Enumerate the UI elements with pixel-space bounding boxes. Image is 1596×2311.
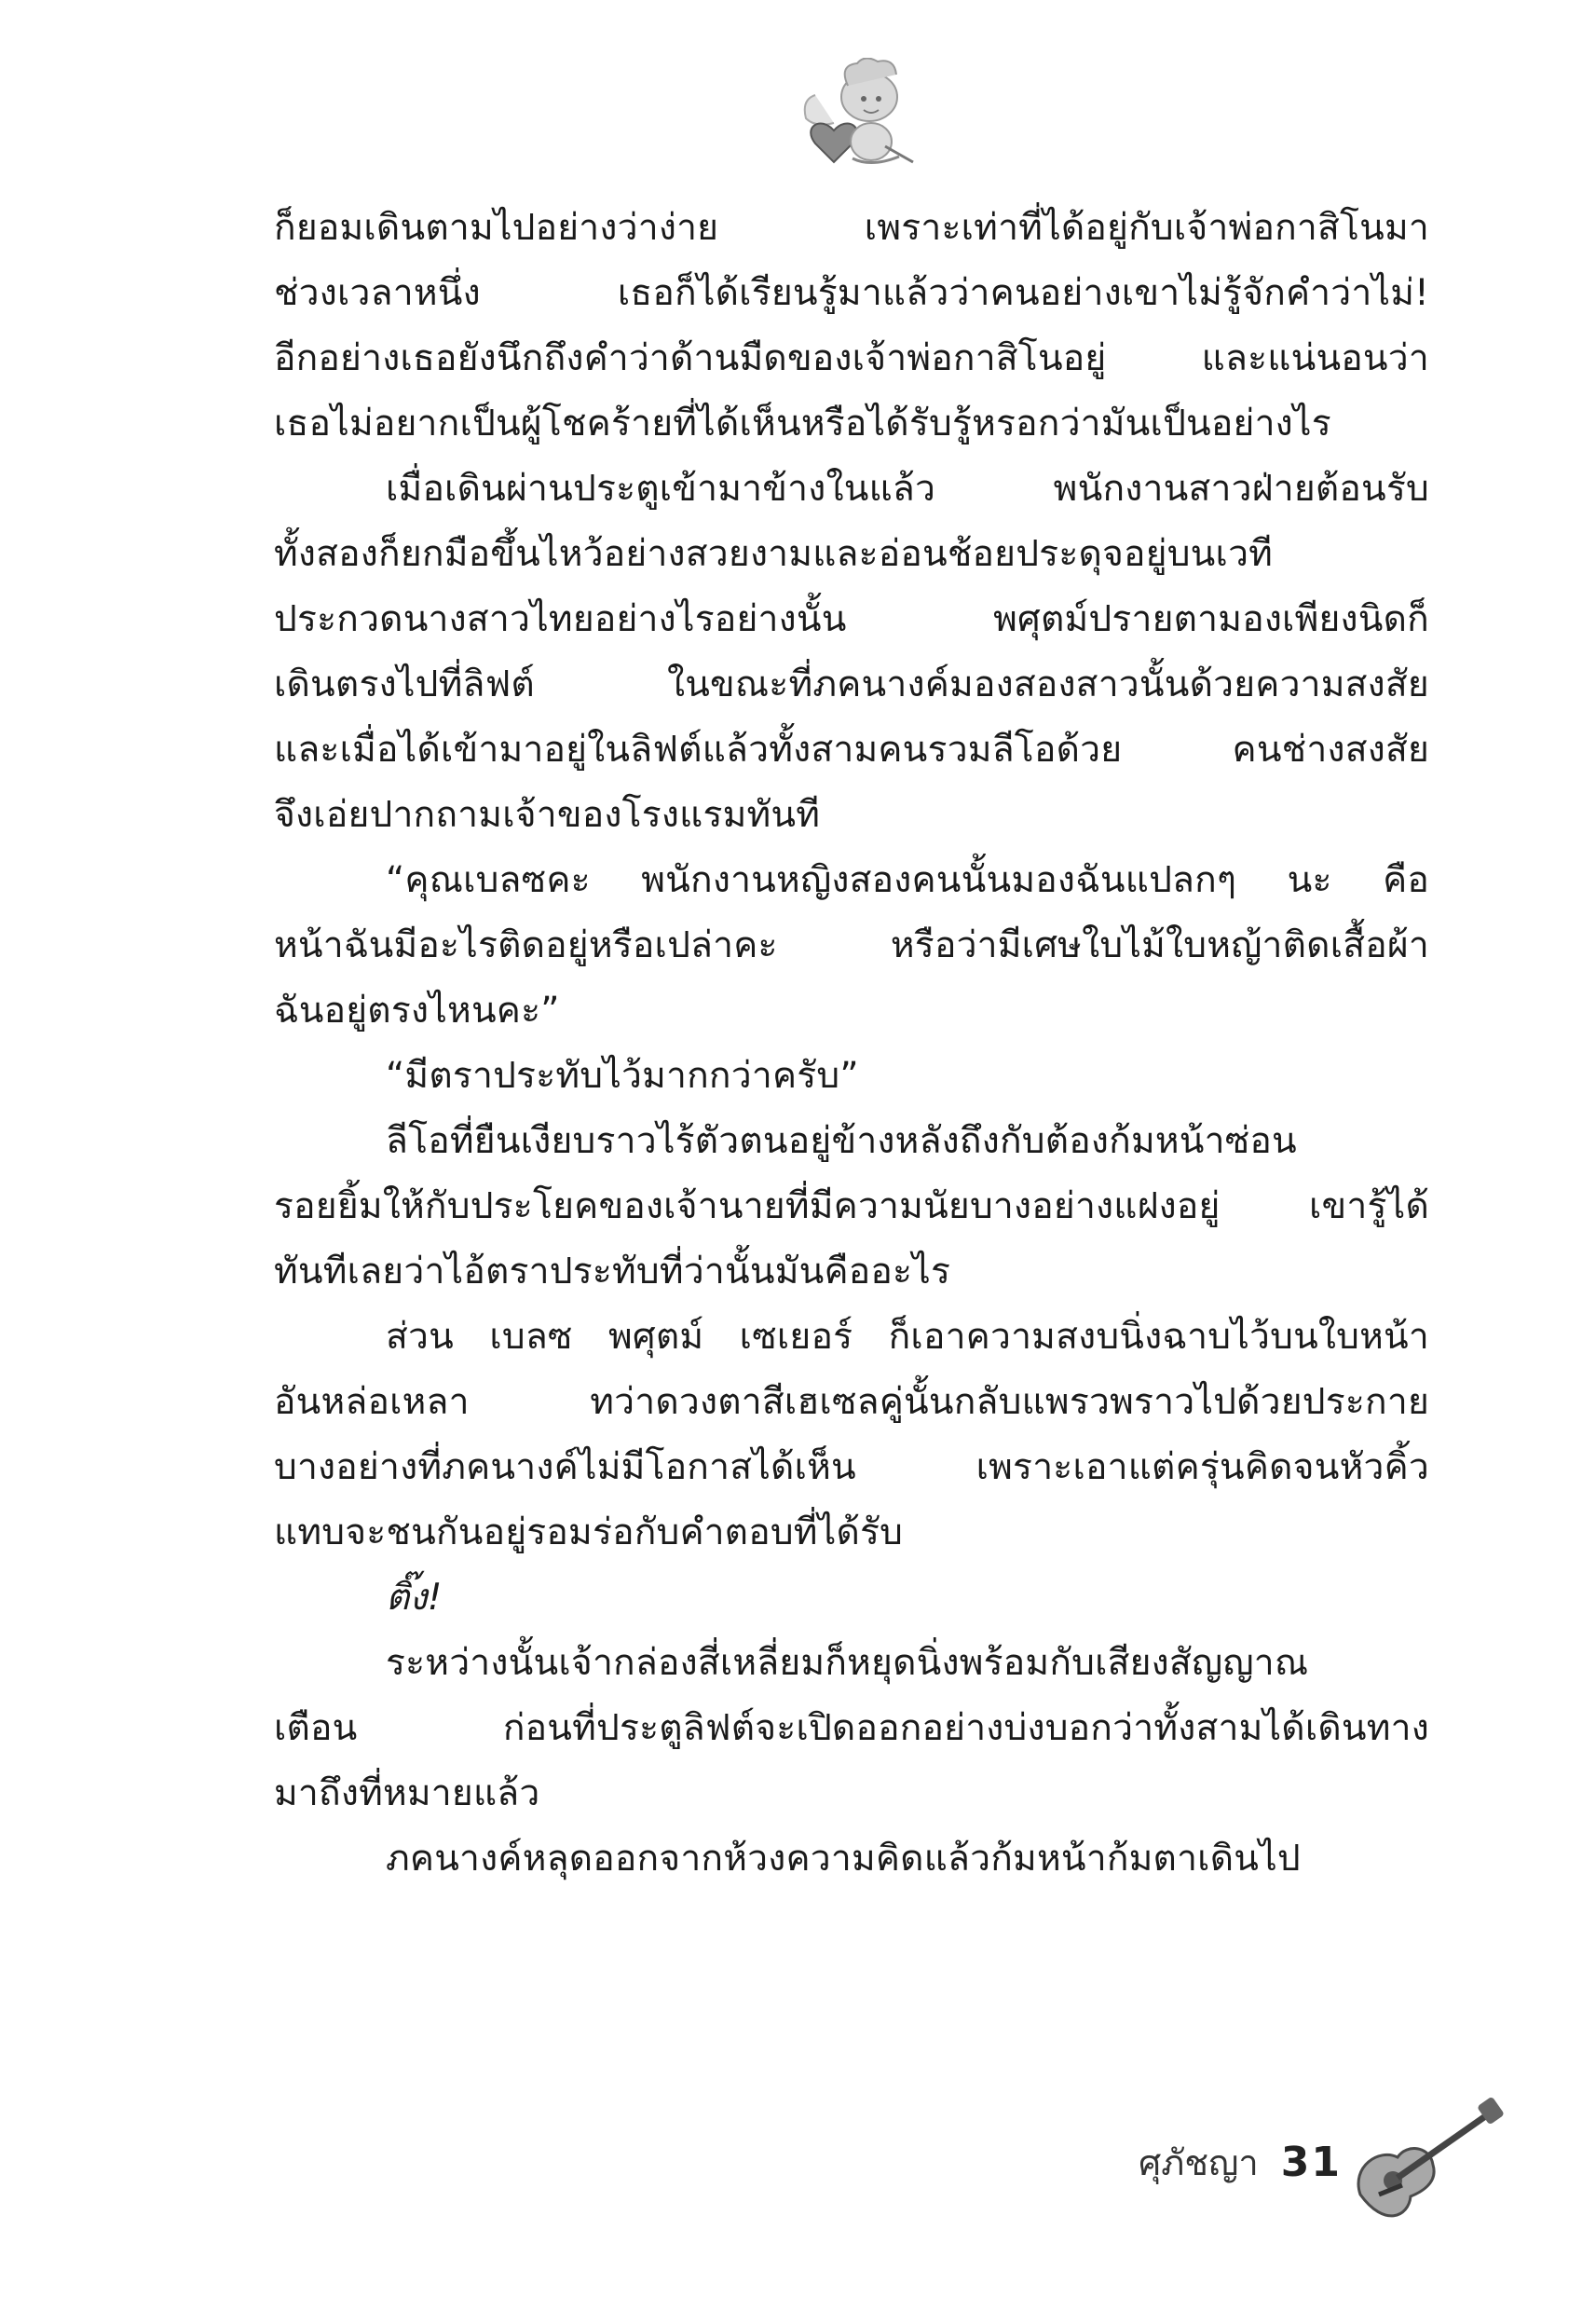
- text-line: อันหล่อเหลา ทว่าดวงตาสีเฮเซลคู่นั้นกลับแพรวพราวไปด้วยประกาย: [274, 1381, 1429, 1423]
- text-line: เธอไม่อยากเป็นผู้โชคร้ายที่ได้เห็นหรือได้รับรู้หรอกว่ามันเป็นอย่างไร: [274, 403, 1331, 444]
- text-line: เมื่อเดินผ่านประตูเข้ามาข้างในแล้ว พนักงานสาวฝ่ายต้อนรับ: [386, 468, 1429, 510]
- text-line: ทั้งสองก็ยกมือขึ้นไหว้อย่างสวยงามและอ่อนช้อยประดุจอยู่บนเวที: [274, 533, 1274, 575]
- text-line: และเมื่อได้เข้ามาอยู่ในลิฟต์แล้วทั้งสามคนรวมลีโอด้วย คนช่างสงสัย: [274, 729, 1429, 771]
- text-line: ฉันอยู่ตรงไหนคะ”: [274, 990, 560, 1032]
- text-line: เดินตรงไปที่ลิฟต์ ในขณะที่ภคนางค์มองสองสาวนั้นด้วยความสงสัย: [274, 663, 1429, 705]
- text-line: รอยยิ้มให้กับประโยคของเจ้านายที่มีความนัยบางอย่างแฝงอยู่ เขารู้ได้: [274, 1185, 1429, 1227]
- text-line: ภคนางค์หลุดออกจากห้วงความคิดแล้วก้มหน้าก้มตาเดินไป: [386, 1838, 1301, 1880]
- text-line: ช่วงเวลาหนึ่ง เธอก็ได้เรียนรู้มาแล้วว่าคนอย่างเขาไม่รู้จักคำว่าไม่!: [274, 272, 1429, 314]
- text-line: ลีโอที่ยืนเงียบราวไร้ตัวตนอยู่ข้างหลังถึงกับต้องก้มหน้าซ่อน: [386, 1120, 1297, 1162]
- text-line: เตือน ก่อนที่ประตูลิฟต์จะเปิดออกอย่างบ่งบอกว่าทั้งสามได้เดินทาง: [274, 1707, 1429, 1749]
- cupid-icon: [797, 58, 918, 170]
- text-line: ทันทีเลยว่าไอ้ตราประทับที่ว่านั้นมันคืออะไร: [274, 1251, 951, 1292]
- text-line: “มีตราประทับไว้มากกว่าครับ”: [386, 1055, 859, 1097]
- guitar-icon: [1342, 2092, 1509, 2232]
- text-line: แทบจะชนกันอยู่รอมร่อกับคำตอบที่ได้รับ: [274, 1511, 904, 1553]
- text-line: ระหว่างนั้นเจ้ากล่องสี่เหลี่ยมก็หยุดนิ่งพร้อมกับเสียงสัญญาณ: [386, 1642, 1309, 1684]
- text-line: หน้าฉันมีอะไรติดอยู่หรือเปล่าคะ หรือว่ามีเศษใบไม้ใบหญ้าติดเสื้อผ้า: [274, 924, 1429, 966]
- text-line: ประกวดนางสาวไทยอย่างไรอย่างนั้น พศุตม์ปรายตามองเพียงนิดก็: [274, 598, 1429, 640]
- text-line: จึงเอ่ยปากถามเจ้าของโรงแรมทันที: [274, 794, 821, 836]
- text-line: ส่วน เบลซ พศุตม์ เซเยอร์ ก็เอาความสงบนิ่งฉาบไว้บนใบหน้า: [386, 1316, 1429, 1358]
- page-number: 31: [1280, 2138, 1342, 2186]
- page-footer: [1099, 2120, 1342, 2204]
- text-line: “คุณเบลซคะ พนักงานหญิงสองคนนั้นมองฉันแปลกๆ นะ คือ: [386, 859, 1429, 901]
- text-line: อีกอย่างเธอยังนึกถึงคำว่าด้านมืดของเจ้าพ่อกาสิโนอยู่ และแน่นอนว่า: [274, 337, 1429, 379]
- text-line: ก็ยอมเดินตามไปอย่างว่าง่าย เพราะเท่าที่ได้อยู่กับเจ้าพ่อกาสิโนมา: [274, 207, 1429, 249]
- text-line: ติ๊ง!: [386, 1577, 443, 1619]
- text-line: บางอย่างที่ภคนางค์ไม่มีโอกาสได้เห็น เพราะเอาแต่ครุ่นคิดจนหัวคิ้ว: [274, 1446, 1429, 1488]
- body-text: [274, 196, 1429, 1892]
- author-name: ศุภัชญา: [1139, 2141, 1259, 2183]
- text-line: มาถึงที่หมายแล้ว: [274, 1772, 540, 1814]
